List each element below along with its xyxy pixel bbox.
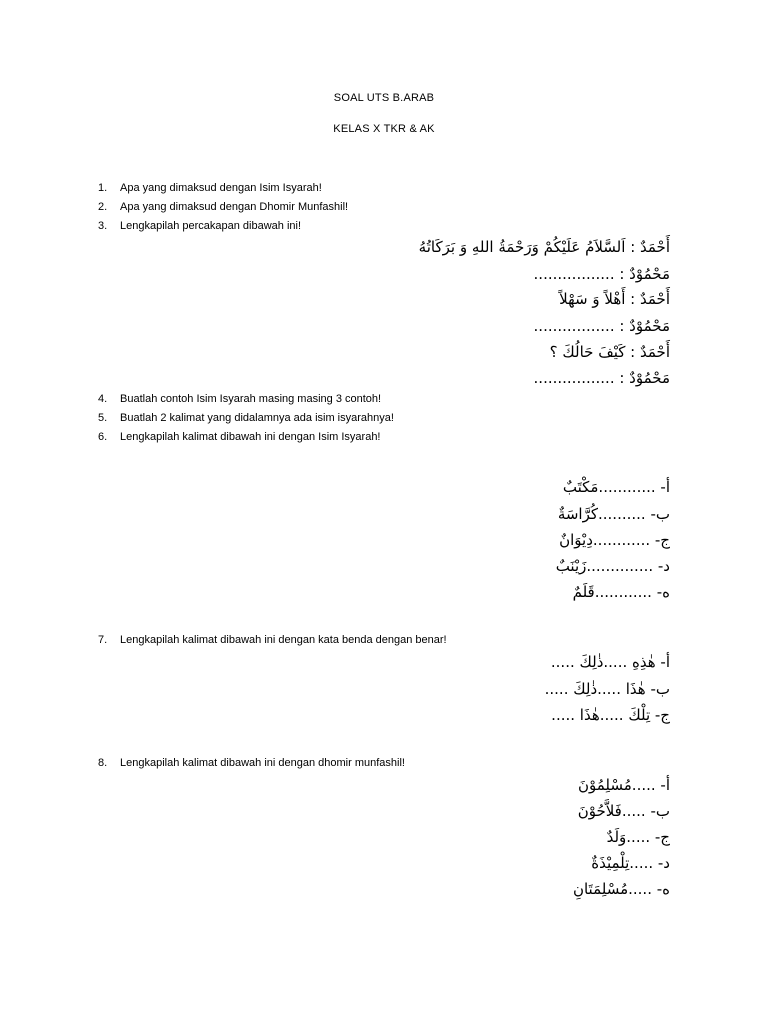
question-text: Apa yang dimaksud dengan Dhomir Munfashil!: [120, 201, 349, 213]
question-text: Lengkapilah kalimat dibawah ini dengan dhomir munfashil!: [120, 757, 405, 769]
isyarah-item-5: ه- ............قَلَمٌ: [572, 583, 670, 601]
question-number: 4.: [98, 393, 108, 405]
question-text: Lengkapilah kalimat dibawah ini dengan kata benda dengan benar!: [120, 634, 447, 646]
question-number: 6.: [98, 431, 108, 443]
question-4: [98, 392, 381, 406]
dialogue-line-5: أَحْمَدٌ : كَيْفَ حَالُكَ ؟: [549, 343, 670, 361]
question-text: Buatlah 2 kalimat yang didalamnya ada isim isyarahnya!: [120, 412, 394, 424]
dhomir-item-1: أ- .....مُسْلِمُوْنَ: [577, 776, 670, 794]
question-number: 1.: [98, 182, 108, 194]
question-text: Buatlah contoh Isim Isyarah masing masing 3 contoh!: [120, 393, 382, 405]
dialogue-line-1: أَحْمَدٌ : اَلسَّلاَمُ عَلَيْكُمْ وَرَحْمَةُ اللهِ وَ بَرَكَاتُهُ: [418, 238, 670, 256]
question-number: 7.: [98, 634, 108, 646]
question-7: [98, 633, 447, 647]
question-number: 2.: [98, 201, 108, 213]
question-1: [98, 181, 322, 195]
dhomir-item-4: د- .....تِلْمِيْذَةٌ: [591, 854, 670, 872]
question-text: Lengkapilah kalimat dibawah ini dengan Isim Isyarah!: [120, 431, 381, 443]
question-number: 5.: [98, 412, 108, 424]
dialogue-line-4: مَحْمُوْدٌ : .................: [533, 317, 670, 335]
isyarah-item-1: أ- ............مَكْتَبٌ: [562, 478, 670, 496]
question-8: [98, 756, 405, 770]
dhomir-item-2: ب- .....فَلاَّحُوْنَ: [577, 802, 670, 820]
benda-item-1: أ- هٰذِهِ .....ذٰلِكَ .....: [550, 653, 670, 671]
question-2: [98, 200, 348, 214]
dialogue-line-6: مَحْمُوْدٌ : .................: [533, 369, 670, 387]
question-6: [98, 430, 381, 444]
question-text: Lengkapilah percakapan dibawah ini!: [120, 220, 302, 232]
isyarah-item-3: ج- ............دِيْوَانٌ: [559, 531, 670, 549]
question-text: Apa yang dimaksud dengan Isim Isyarah!: [120, 182, 322, 194]
question-3: [98, 219, 301, 233]
dhomir-item-3: ج- .....وَلَدٌ: [606, 828, 670, 846]
question-5: [98, 411, 394, 425]
question-number: 8.: [98, 757, 108, 769]
isyarah-item-2: ب- ..........كُرَّاسَةٌ: [557, 505, 670, 523]
dialogue-line-2: مَحْمُوْدٌ : .................: [533, 265, 670, 283]
benda-item-2: ب- هٰذَا .....ذٰلِكَ .....: [544, 680, 670, 698]
exam-class: KELAS X TKR & AK: [333, 123, 435, 135]
benda-item-3: ج- تِلْكَ .....هٰذَا .....: [551, 706, 670, 724]
isyarah-item-4: د- ..............زَيْنَبٌ: [555, 557, 670, 575]
dialogue-line-3: أَحْمَدٌ : أَهْلاً وَ سَهْلاً: [559, 290, 670, 308]
exam-title: SOAL UTS B.ARAB: [333, 92, 435, 104]
question-number: 3.: [98, 220, 108, 232]
dhomir-item-5: ه- .....مُسْلِمَتَانِ: [572, 880, 670, 898]
